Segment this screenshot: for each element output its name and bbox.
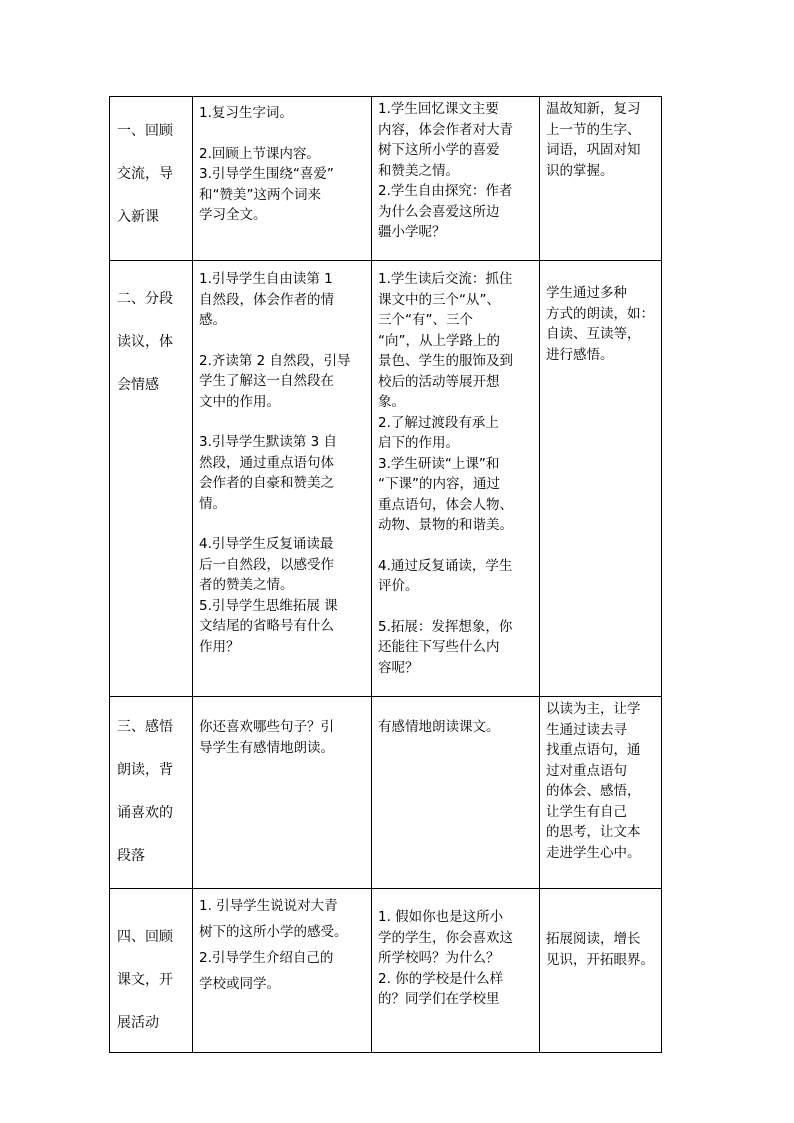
student-activity-text xyxy=(372,697,539,740)
text-line: 者的赞美之情。 xyxy=(199,577,294,593)
stage-cell xyxy=(110,97,193,261)
stage-cell xyxy=(110,889,193,1053)
text-line: 景色、学生的服饰及到 xyxy=(378,353,513,369)
text-line: 2.学生自由探究：作者 xyxy=(378,183,513,199)
paragraph-gap xyxy=(199,412,367,432)
paragraph-gap xyxy=(199,124,367,144)
text-line: 自读、互读等， xyxy=(546,326,641,342)
text-line: 的思考，让文本 xyxy=(546,824,641,840)
teacher-activity-cell xyxy=(193,697,372,889)
text-line: 一、回顾 xyxy=(117,123,173,139)
text-line: 走进学生心中。 xyxy=(546,844,641,861)
stage-cell xyxy=(110,261,193,697)
text-line: 为什么会喜爱这所边 xyxy=(378,203,500,220)
text-line: 四、回顾 xyxy=(117,929,173,945)
text-line: 你还喜欢哪些句子？引 xyxy=(199,719,334,735)
teacher-activity-text xyxy=(193,97,371,228)
text-line: 疆小学呢？ xyxy=(378,224,446,240)
text-line: 学生通过多种 xyxy=(546,285,627,301)
text-line: 生通过读去寻 xyxy=(546,721,627,738)
text-line: 4.引导学生反复诵读最 xyxy=(199,536,334,552)
teacher-activity-cell xyxy=(193,97,372,261)
table-row xyxy=(110,889,662,1053)
text-line: 5.拓展：发挥想象，你 xyxy=(378,618,513,635)
text-line: 三个“有”、三个 xyxy=(378,312,473,328)
text-line: 5.引导学生思维拓展 课 xyxy=(199,597,338,614)
text-line: 4.通过反复诵读，学生 xyxy=(378,557,513,574)
text-line: 评价。 xyxy=(378,578,419,594)
paragraph-gap xyxy=(199,514,367,534)
text-line: 展活动 xyxy=(117,1015,159,1031)
text-line: 重点语句，体会人物、 xyxy=(378,496,513,513)
student-activity-cell xyxy=(372,261,540,697)
table-row xyxy=(110,261,662,697)
text-line: 入新课 xyxy=(117,209,159,225)
text-line: 文中的作用。 xyxy=(199,393,280,410)
text-line: 朗读，背 xyxy=(117,762,173,778)
text-line: 树下的这所小学的感受。 xyxy=(199,924,348,940)
text-line: 1.引导学生自由读第 1 xyxy=(199,271,333,287)
text-line: 学的学生，你会喜欢这 xyxy=(378,929,513,946)
text-line: 2.了解过渡段有承上 xyxy=(378,414,499,431)
text-line: 学习全文。 xyxy=(199,207,267,223)
text-line: 课文中的三个“从”、 xyxy=(378,291,500,308)
stage-text xyxy=(110,97,192,232)
student-activity-cell xyxy=(372,97,540,261)
text-line: 启下的作用。 xyxy=(378,435,459,451)
text-line: 3.引导学生默读第 3 自 xyxy=(199,434,338,450)
text-line: 找重点语句，通 xyxy=(546,742,641,758)
text-line: 后一自然段，以感受作 xyxy=(199,556,334,573)
table-row xyxy=(110,97,662,261)
text-line: 然段，通过重点语句体 xyxy=(199,454,334,471)
text-line: 情。 xyxy=(199,495,226,512)
text-line: 2.齐读第 2 自然段，引导 xyxy=(199,352,351,369)
text-line: 诵喜欢的 xyxy=(117,805,173,821)
paragraph-gap xyxy=(199,331,367,351)
student-activity-text xyxy=(372,97,539,245)
text-line: “下课”的内容，通过 xyxy=(378,476,500,492)
design-intent-text xyxy=(540,261,661,367)
teacher-activity-text xyxy=(193,261,371,659)
text-line: 2.引导学生介绍自己的 xyxy=(199,950,334,966)
text-line: 过对重点语句 xyxy=(546,762,627,779)
text-line: 感。 xyxy=(199,312,226,328)
stage-text xyxy=(110,889,192,1038)
text-line: 识的掌握。 xyxy=(546,162,614,179)
text-line: 有感情地朗读课文。 xyxy=(378,719,500,735)
design-intent-cell xyxy=(540,889,662,1053)
text-line: 内容，体会作者对大青 xyxy=(378,121,513,138)
text-line: 学生了解这一自然段在 xyxy=(199,373,334,389)
text-line: 让学生有自己 xyxy=(546,803,627,820)
teacher-activity-text xyxy=(193,697,371,760)
design-intent-text xyxy=(540,97,661,183)
text-line: 二、分段 xyxy=(117,291,173,307)
text-line: 自然段，体会作者的情 xyxy=(199,291,334,308)
text-line: 2.回顾上节课内容。 xyxy=(199,145,320,162)
paragraph-gap xyxy=(378,536,535,556)
text-line: 1.复习生字词。 xyxy=(199,105,293,121)
text-line: 和赞美之情。 xyxy=(378,162,459,179)
text-line: 温故知新，复习 xyxy=(546,101,641,117)
student-activity-cell xyxy=(372,889,540,1053)
text-line: 1.学生读后交流：抓住 xyxy=(378,271,513,287)
text-line: 方式的朗读，如： xyxy=(546,305,654,322)
text-line: 1. 引导学生说说对大青 xyxy=(199,898,338,914)
text-line: 会情感 xyxy=(117,377,159,393)
stage-text xyxy=(110,261,192,400)
stage-text xyxy=(110,697,192,871)
teacher-activity-cell xyxy=(193,261,372,697)
teacher-activity-text xyxy=(193,889,371,999)
table-row xyxy=(110,697,662,889)
text-line: 和“赞美”这两个词来 xyxy=(199,186,321,203)
text-line: 拓展阅读，增长 xyxy=(546,931,641,947)
student-activity-text xyxy=(372,261,539,680)
text-line: 容呢？ xyxy=(378,659,419,676)
student-activity-text xyxy=(372,889,539,1012)
text-line: 导学生有感情地朗读。 xyxy=(199,739,334,756)
text-line: 校后的活动等展开想 xyxy=(378,373,500,390)
text-line: 见识，开拓眼界。 xyxy=(546,951,654,968)
text-line: 段落 xyxy=(117,848,145,864)
text-line: “向”，从上学路上的 xyxy=(378,332,500,349)
text-line: 的体会、感悟， xyxy=(546,783,641,799)
text-line: 课文，开 xyxy=(117,972,173,988)
text-line: 所学校吗？为什么？ xyxy=(378,950,500,966)
text-line: 三、感悟 xyxy=(117,719,173,735)
text-line: 还能往下写些什么内 xyxy=(378,639,500,655)
student-activity-cell xyxy=(372,697,540,889)
text-line: 的？同学们在学校里 xyxy=(378,991,500,1007)
design-intent-cell xyxy=(540,97,662,261)
text-line: 以读为主，让学 xyxy=(546,701,641,717)
text-line: 树下这所小学的喜爱 xyxy=(378,142,500,158)
lesson-plan-table xyxy=(109,96,662,1053)
design-intent-cell xyxy=(540,697,662,889)
teacher-activity-cell xyxy=(193,889,372,1053)
text-line: 交流，导 xyxy=(117,166,173,182)
text-line: 进行感悟。 xyxy=(546,346,614,363)
text-line: 象。 xyxy=(378,394,405,410)
text-line: 3.学生研读“上课”和 xyxy=(378,455,500,472)
stage-cell xyxy=(110,697,193,889)
text-line: 1. 假如你也是这所小 xyxy=(378,909,504,925)
design-intent-text xyxy=(540,889,661,972)
text-line: 2. 你的学校是什么样 xyxy=(378,970,504,987)
text-line: 上一节的生字、 xyxy=(546,121,641,138)
text-line: 3.引导学生围绕“喜爱” xyxy=(199,166,334,182)
design-intent-cell xyxy=(540,261,662,697)
design-intent-text xyxy=(540,697,661,865)
text-line: 会作者的自豪和赞美之 xyxy=(199,475,334,491)
text-line: 1.学生回忆课文主要 xyxy=(378,101,499,117)
text-line: 动物、景物的和谐美。 xyxy=(378,517,513,533)
text-line: 文结尾的省略号有什么 xyxy=(199,618,334,634)
text-line: 学校或同学。 xyxy=(199,976,280,992)
text-line: 作用？ xyxy=(199,638,240,655)
text-line: 词语，巩固对知 xyxy=(546,142,641,158)
text-line: 读议，体 xyxy=(117,334,173,350)
paragraph-gap xyxy=(378,597,535,617)
